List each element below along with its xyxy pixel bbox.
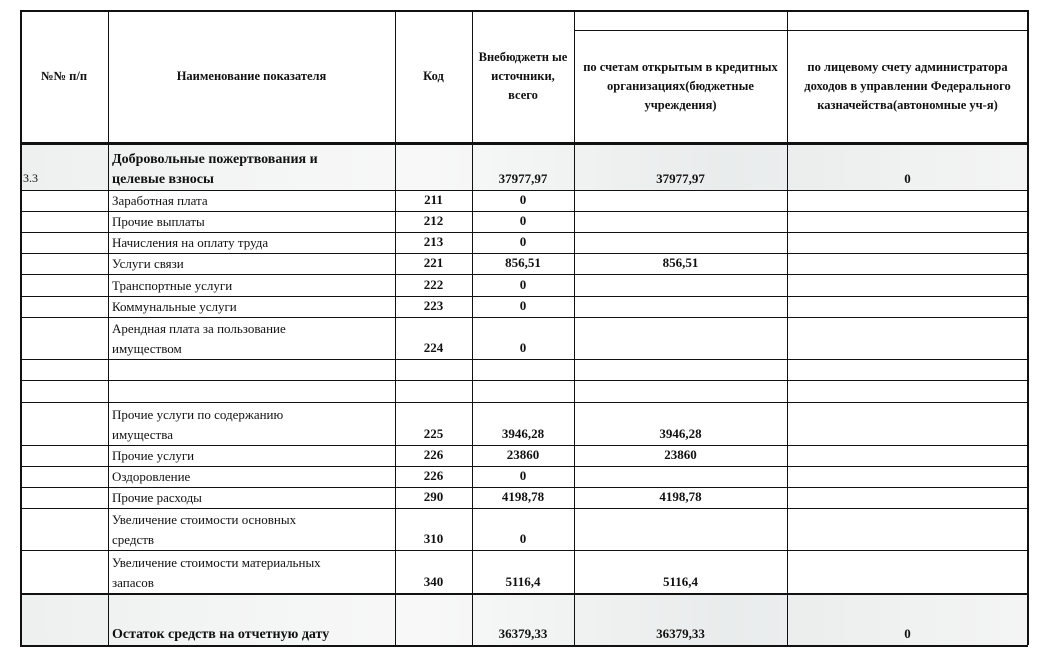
footer-credit: 36379,33	[656, 626, 705, 641]
table-rule	[20, 253, 1028, 254]
section-treasury: 0	[904, 171, 911, 186]
table-rule	[20, 232, 1028, 233]
row-credit	[574, 317, 787, 359]
row-total	[472, 359, 574, 380]
footer-total: 36379,33	[498, 626, 548, 641]
row-total: 0	[519, 192, 527, 207]
header-col-code: Код	[423, 69, 444, 83]
row-code: 213	[423, 234, 444, 249]
row-total: 3946,28	[501, 426, 545, 441]
table-rule	[20, 190, 1028, 191]
row-treasury	[787, 211, 1028, 232]
row-credit: 5116,4	[662, 574, 699, 589]
row-code: 222	[423, 277, 444, 292]
row-name: Прочие услуги	[112, 448, 195, 463]
table-rule	[20, 317, 1028, 318]
table-rule	[20, 593, 1028, 595]
row-credit	[574, 466, 787, 487]
row-treasury	[787, 317, 1028, 359]
section-credit: 37977,97	[656, 171, 705, 186]
row-treasury	[787, 487, 1028, 508]
row-code	[395, 359, 472, 380]
row-credit	[574, 274, 787, 296]
row-name: Арендная плата за пользование имуществом	[112, 321, 286, 356]
row-name: Прочие услуги по содержанию имущества	[112, 407, 284, 442]
row-name: Увеличение стоимости основных средств	[112, 512, 297, 547]
row-credit: 23860	[664, 447, 697, 462]
row-credit	[574, 211, 787, 232]
row-code: 310	[423, 531, 444, 546]
row-treasury	[787, 253, 1028, 274]
row-credit: 4198,78	[659, 489, 702, 504]
row-total: 4198,78	[501, 489, 545, 504]
row-treasury	[787, 190, 1028, 211]
table-rule	[20, 487, 1028, 488]
row-credit	[574, 508, 787, 550]
row-name: Прочие выплаты	[112, 214, 205, 229]
row-code: 223	[423, 298, 444, 313]
row-treasury	[787, 508, 1028, 550]
row-code: 212	[423, 213, 444, 228]
header-col-index: №№ п/п	[40, 69, 88, 83]
section-index: 3.3	[23, 171, 38, 185]
row-name: Услуги связи	[112, 256, 184, 271]
row-treasury	[787, 359, 1028, 380]
row-total: 5116,4	[505, 574, 541, 589]
row-code: 226	[423, 468, 444, 483]
table-rule	[20, 466, 1028, 467]
row-treasury	[787, 274, 1028, 296]
row-credit	[574, 190, 787, 211]
row-total: 0	[519, 468, 527, 483]
row-total: 0	[519, 234, 527, 249]
row-name: Увеличение стоимости материальных запасов	[112, 555, 321, 590]
table-rule	[20, 550, 1028, 551]
row-treasury	[787, 550, 1028, 593]
table-rule	[20, 380, 1028, 381]
row-credit	[574, 296, 787, 317]
row-treasury	[787, 445, 1028, 466]
row-total: 0	[519, 213, 527, 228]
row-total: 0	[519, 298, 527, 313]
table-rule	[20, 508, 1028, 509]
footer-name: Остаток средств на отчетную дату	[112, 627, 330, 642]
table-rule	[20, 445, 1028, 446]
row-code: 226	[423, 447, 444, 462]
header-col-name: Наименование показателя	[176, 69, 327, 83]
header-col-total: Внебюджетн ые источники, всего	[478, 50, 568, 102]
table-rule	[20, 142, 1028, 145]
header-col-credit: по счетам открытым в кредитных организациях(бюджетные учреждения)	[583, 60, 778, 112]
row-treasury	[787, 296, 1028, 317]
row-name	[108, 359, 395, 380]
table-rule	[20, 274, 1028, 275]
row-name: Оздоровление	[112, 469, 191, 484]
table-rule	[20, 296, 1028, 297]
row-name: Начисления на оплату труда	[112, 235, 269, 250]
table-rule	[20, 359, 1028, 360]
section-name: Добровольные пожертвования и целевые взносы	[112, 152, 318, 187]
row-code: 225	[423, 426, 444, 441]
row-code: 290	[423, 489, 444, 504]
row-total: 0	[519, 340, 527, 355]
row-name: Заработная плата	[112, 193, 208, 208]
row-credit: 856,51	[662, 255, 699, 270]
table-rule	[20, 10, 1028, 12]
footer-treasury: 0	[904, 626, 911, 641]
row-treasury	[787, 232, 1028, 253]
row-credit	[574, 380, 787, 402]
row-total	[472, 380, 574, 402]
row-code: 224	[423, 340, 444, 355]
row-total: 0	[519, 531, 527, 546]
row-total: 0	[519, 277, 527, 292]
row-credit: 3946,28	[659, 426, 702, 441]
row-total: 856,51	[505, 255, 541, 270]
row-name: Прочие расходы	[112, 490, 202, 505]
table-rule	[20, 211, 1028, 212]
table-rule	[20, 402, 1028, 403]
row-code: 221	[423, 255, 444, 270]
section-code	[395, 143, 472, 190]
row-code: 211	[424, 192, 443, 207]
row-name	[108, 380, 395, 402]
header-col-treasury: по лицевому счету администратора доходов в управлении Федерального казначейства(автономные уч-я)	[804, 60, 1011, 112]
row-treasury	[787, 380, 1028, 402]
row-credit	[574, 359, 787, 380]
row-treasury	[787, 402, 1028, 445]
row-name: Транспортные услуги	[112, 278, 233, 293]
row-code: 340	[423, 574, 444, 589]
row-total: 23860	[506, 447, 540, 462]
table-rule	[20, 645, 1028, 647]
row-code	[395, 380, 472, 402]
row-credit	[574, 232, 787, 253]
row-treasury	[787, 466, 1028, 487]
table-rule	[574, 30, 1028, 31]
section-total: 37977,97	[498, 171, 548, 186]
footer-code	[395, 593, 472, 645]
row-name: Коммунальные услуги	[112, 299, 237, 314]
